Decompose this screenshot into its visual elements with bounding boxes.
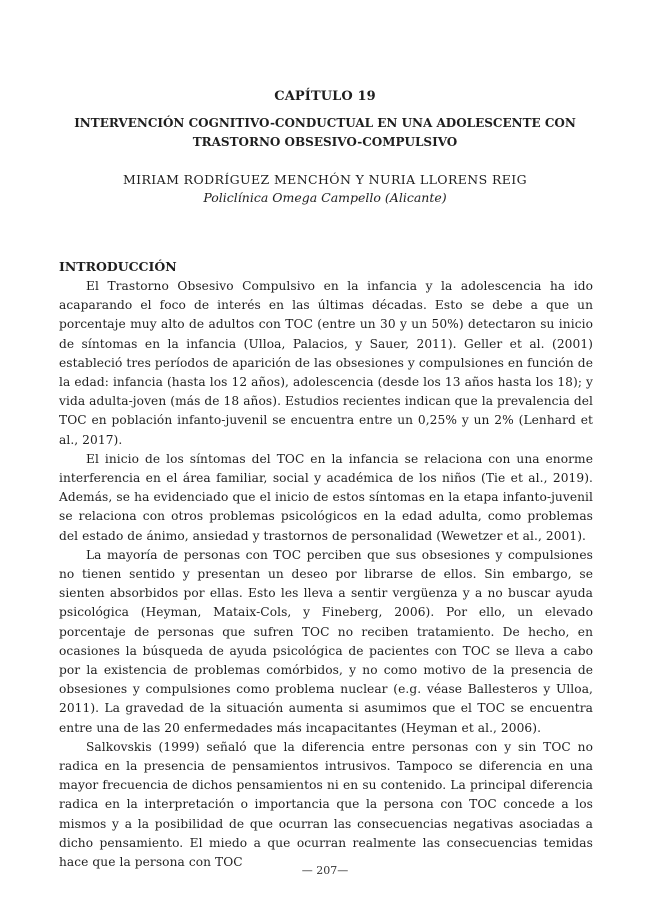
paragraph: El Trastorno Obsesivo Compulsivo en la infancia y la adolescencia ha ido acaparando el foco de interés en las últimas décadas. Esto se debe a que un porcentaje muy alto de adultos con TOC (entre un 30 y un 50%) detectaron su inicio de síntomas en la infancia (Ulloa, Palacios, y Sauer, 2011). Geller et al. (2001) estableció tres períodos de aparición de las obsesiones y compulsiones en función de la edad: infancia (hasta los 12 años), adolescencia (desde los 13 años hasta los 18); y vida adulta-joven (más de 18 años). Estudios recientes indican que la prevalencia del TOC en población infanto-juvenil se encuentra entre un 0,25% y un 2% (Lenhard et al., 2017). — [59, 279, 593, 447]
authors: MIRIAM RODRÍGUEZ MENCHÓN Y NURIA LLORENS REIG — [122, 172, 528, 187]
chapter-label: CAPÍTULO 19 — [274, 89, 376, 104]
body-text — [59, 277, 593, 872]
paragraph: Salkovskis (1999) señaló que la diferencia entre personas con y sin TOC no radica en la presencia de pensamientos intrusivos. Tampoco se diferencia en una mayor frecuencia de dichos pensamientos ni en su contenido. La principal diferencia radica en la interpretación o importancia que la persona con TOC concede a los mismos y a la posibilidad de que ocurran las consecuencias negativas asociadas a dicho pensamiento. El miedo a que ocurran realmente las consecuencias temidas hace que la persona con TOC — [59, 739, 593, 870]
section-heading: INTRODUCCIÓN — [59, 259, 177, 274]
chapter-title: INTERVENCIÓN COGNITIVO-CONDUCTUAL EN UNA ADOLESCENTE CON TRASTORNO OBSESIVO-COMPULSIVO — [74, 116, 576, 149]
paragraph: La mayoría de personas con TOC perciben que sus obsesiones y compulsiones no tienen sentido y presentan un deseo por librarse de ellos. Sin embargo, se sienten absorbidos por ellas. Esto les lleva a sentir vergüenza y a no buscar ayuda psicológica (Heyman, Mataix-Cols, y Fineberg, 2006). Por ello, un elevado porcentaje de personas que sufren TOC no reciben tratamiento. De hecho, en ocasiones la búsqueda de ayuda psicológica de pacientes con TOC se lleva a cabo por la existencia de problemas comórbidos, y no como motivo de la presencia de obsesiones y compulsiones como problema nuclear (e.g. véase Ballesteros y Ulloa, 2011). La gravedad de la situación aumenta si asumimos que el TOC se encuentra entre una de las 20 enfermedades más incapacitantes (Heyman et al., 2006). — [59, 547, 593, 735]
page-number: — 207— — [301, 864, 349, 877]
paragraph: El inicio de los síntomas del TOC en la infancia se relaciona con una enorme interferencia en el área familiar, social y académica de los niños (Tie et al., 2019). Además, se ha evidenciado que el inicio de estos síntomas en la etapa infanto-juvenil se relaciona con otros problemas psicológicos en la edad adulta, como problemas del estado de ánimo, ansiedad y trastornos de personalidad (Wewetzer et al., 2001). — [59, 451, 593, 543]
affiliation: Policlínica Omega Campello (Alicante) — [203, 190, 447, 205]
